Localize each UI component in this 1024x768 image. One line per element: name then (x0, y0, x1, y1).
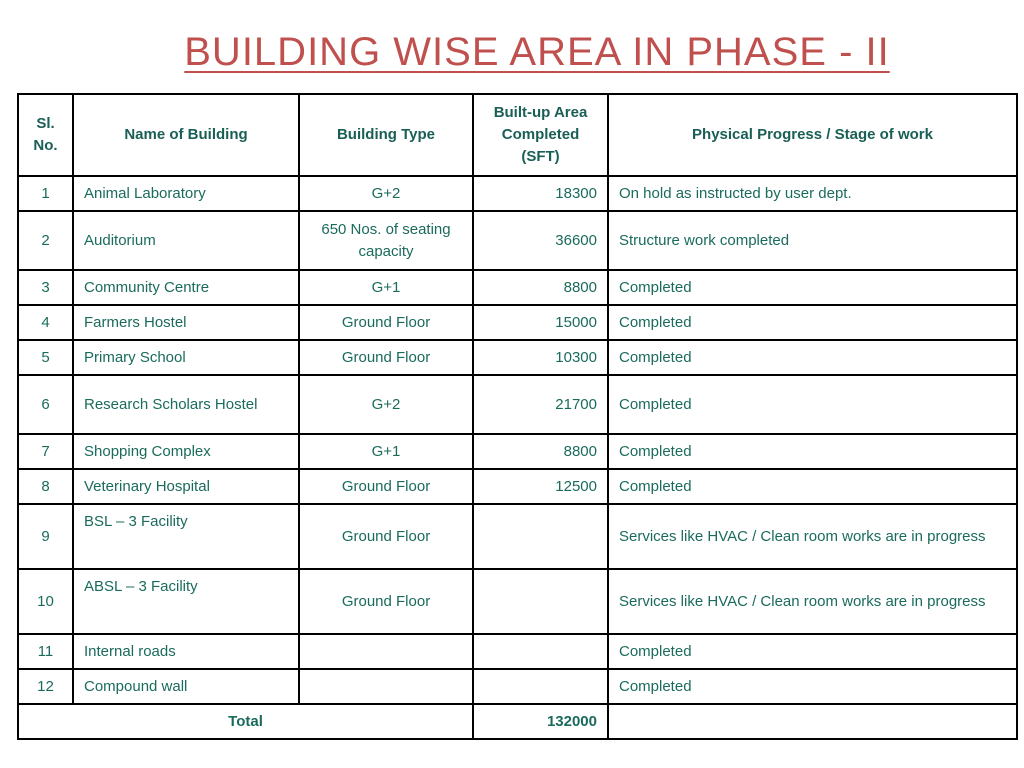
cell-built-up-area: 8800 (473, 434, 608, 469)
cell-sl-no: 5 (18, 340, 73, 375)
table-row (18, 469, 1017, 504)
cell-building-type: Ground Floor (299, 504, 473, 569)
cell-progress: Completed (608, 469, 1017, 504)
total-progress (608, 704, 1017, 739)
cell-building-name: Auditorium (73, 211, 299, 270)
cell-progress: Structure work completed (608, 211, 1017, 270)
cell-building-type (299, 669, 473, 704)
header-building-name: Name of Building (73, 94, 299, 176)
cell-built-up-area: 8800 (473, 270, 608, 305)
cell-built-up-area (473, 504, 608, 569)
cell-building-name: Community Centre (73, 270, 299, 305)
total-built-up-area: 132000 (473, 704, 608, 739)
table-header-row (18, 94, 1017, 176)
cell-built-up-area: 21700 (473, 375, 608, 434)
table-row (18, 504, 1017, 569)
cell-built-up-area: 36600 (473, 211, 608, 270)
table-row (18, 375, 1017, 434)
header-building-type: Building Type (299, 94, 473, 176)
table-row (18, 176, 1017, 211)
cell-progress: Services like HVAC / Clean room works are in progress (608, 569, 1017, 634)
cell-building-name: Primary School (73, 340, 299, 375)
cell-building-name: Farmers Hostel (73, 305, 299, 340)
cell-building-name: Research Scholars Hostel (73, 375, 299, 434)
cell-built-up-area: 10300 (473, 340, 608, 375)
cell-sl-no: 6 (18, 375, 73, 434)
cell-building-name: Animal Laboratory (73, 176, 299, 211)
header-sl-no: Sl. No. (18, 94, 73, 176)
table-row (18, 340, 1017, 375)
cell-building-name: BSL – 3 Facility (73, 504, 299, 569)
cell-building-name: ABSL – 3 Facility (73, 569, 299, 634)
cell-progress: Services like HVAC / Clean room works are in progress (608, 504, 1017, 569)
cell-built-up-area (473, 669, 608, 704)
cell-building-type: G+1 (299, 270, 473, 305)
table-row (18, 634, 1017, 669)
cell-sl-no: 11 (18, 634, 73, 669)
cell-progress: Completed (608, 669, 1017, 704)
table-row (18, 211, 1017, 270)
cell-building-type: Ground Floor (299, 340, 473, 375)
cell-building-name: Compound wall (73, 669, 299, 704)
cell-building-type: Ground Floor (299, 305, 473, 340)
cell-built-up-area (473, 569, 608, 634)
cell-sl-no: 2 (18, 211, 73, 270)
cell-built-up-area: 18300 (473, 176, 608, 211)
cell-sl-no: 12 (18, 669, 73, 704)
cell-built-up-area (473, 634, 608, 669)
cell-building-type (299, 634, 473, 669)
cell-building-type: 650 Nos. of seating capacity (299, 211, 473, 270)
slide-title: BUILDING WISE AREA IN PHASE - II (184, 30, 890, 74)
cell-building-name: Shopping Complex (73, 434, 299, 469)
cell-sl-no: 10 (18, 569, 73, 634)
table-row (18, 305, 1017, 340)
cell-sl-no: 4 (18, 305, 73, 340)
total-row (18, 704, 1017, 739)
cell-built-up-area: 15000 (473, 305, 608, 340)
cell-sl-no: 8 (18, 469, 73, 504)
total-label: Total (18, 704, 473, 739)
cell-building-type: G+1 (299, 434, 473, 469)
cell-progress: Completed (608, 340, 1017, 375)
cell-progress: Completed (608, 305, 1017, 340)
cell-sl-no: 7 (18, 434, 73, 469)
cell-building-name: Veterinary Hospital (73, 469, 299, 504)
cell-built-up-area: 12500 (473, 469, 608, 504)
cell-progress: On hold as instructed by user dept. (608, 176, 1017, 211)
cell-progress: Completed (608, 634, 1017, 669)
header-built-up-area: Built-up Area Completed (SFT) (473, 94, 608, 176)
table-row (18, 270, 1017, 305)
cell-building-type: Ground Floor (299, 469, 473, 504)
cell-progress: Completed (608, 434, 1017, 469)
cell-sl-no: 9 (18, 504, 73, 569)
cell-sl-no: 3 (18, 270, 73, 305)
cell-building-type: G+2 (299, 176, 473, 211)
table-row (18, 569, 1017, 634)
cell-progress: Completed (608, 375, 1017, 434)
cell-building-type: Ground Floor (299, 569, 473, 634)
building-area-table (17, 93, 1018, 740)
table-row (18, 434, 1017, 469)
cell-building-name: Internal roads (73, 634, 299, 669)
cell-sl-no: 1 (18, 176, 73, 211)
table-row (18, 669, 1017, 704)
cell-progress: Completed (608, 270, 1017, 305)
cell-building-type: G+2 (299, 375, 473, 434)
header-physical-progress: Physical Progress / Stage of work (608, 94, 1017, 176)
